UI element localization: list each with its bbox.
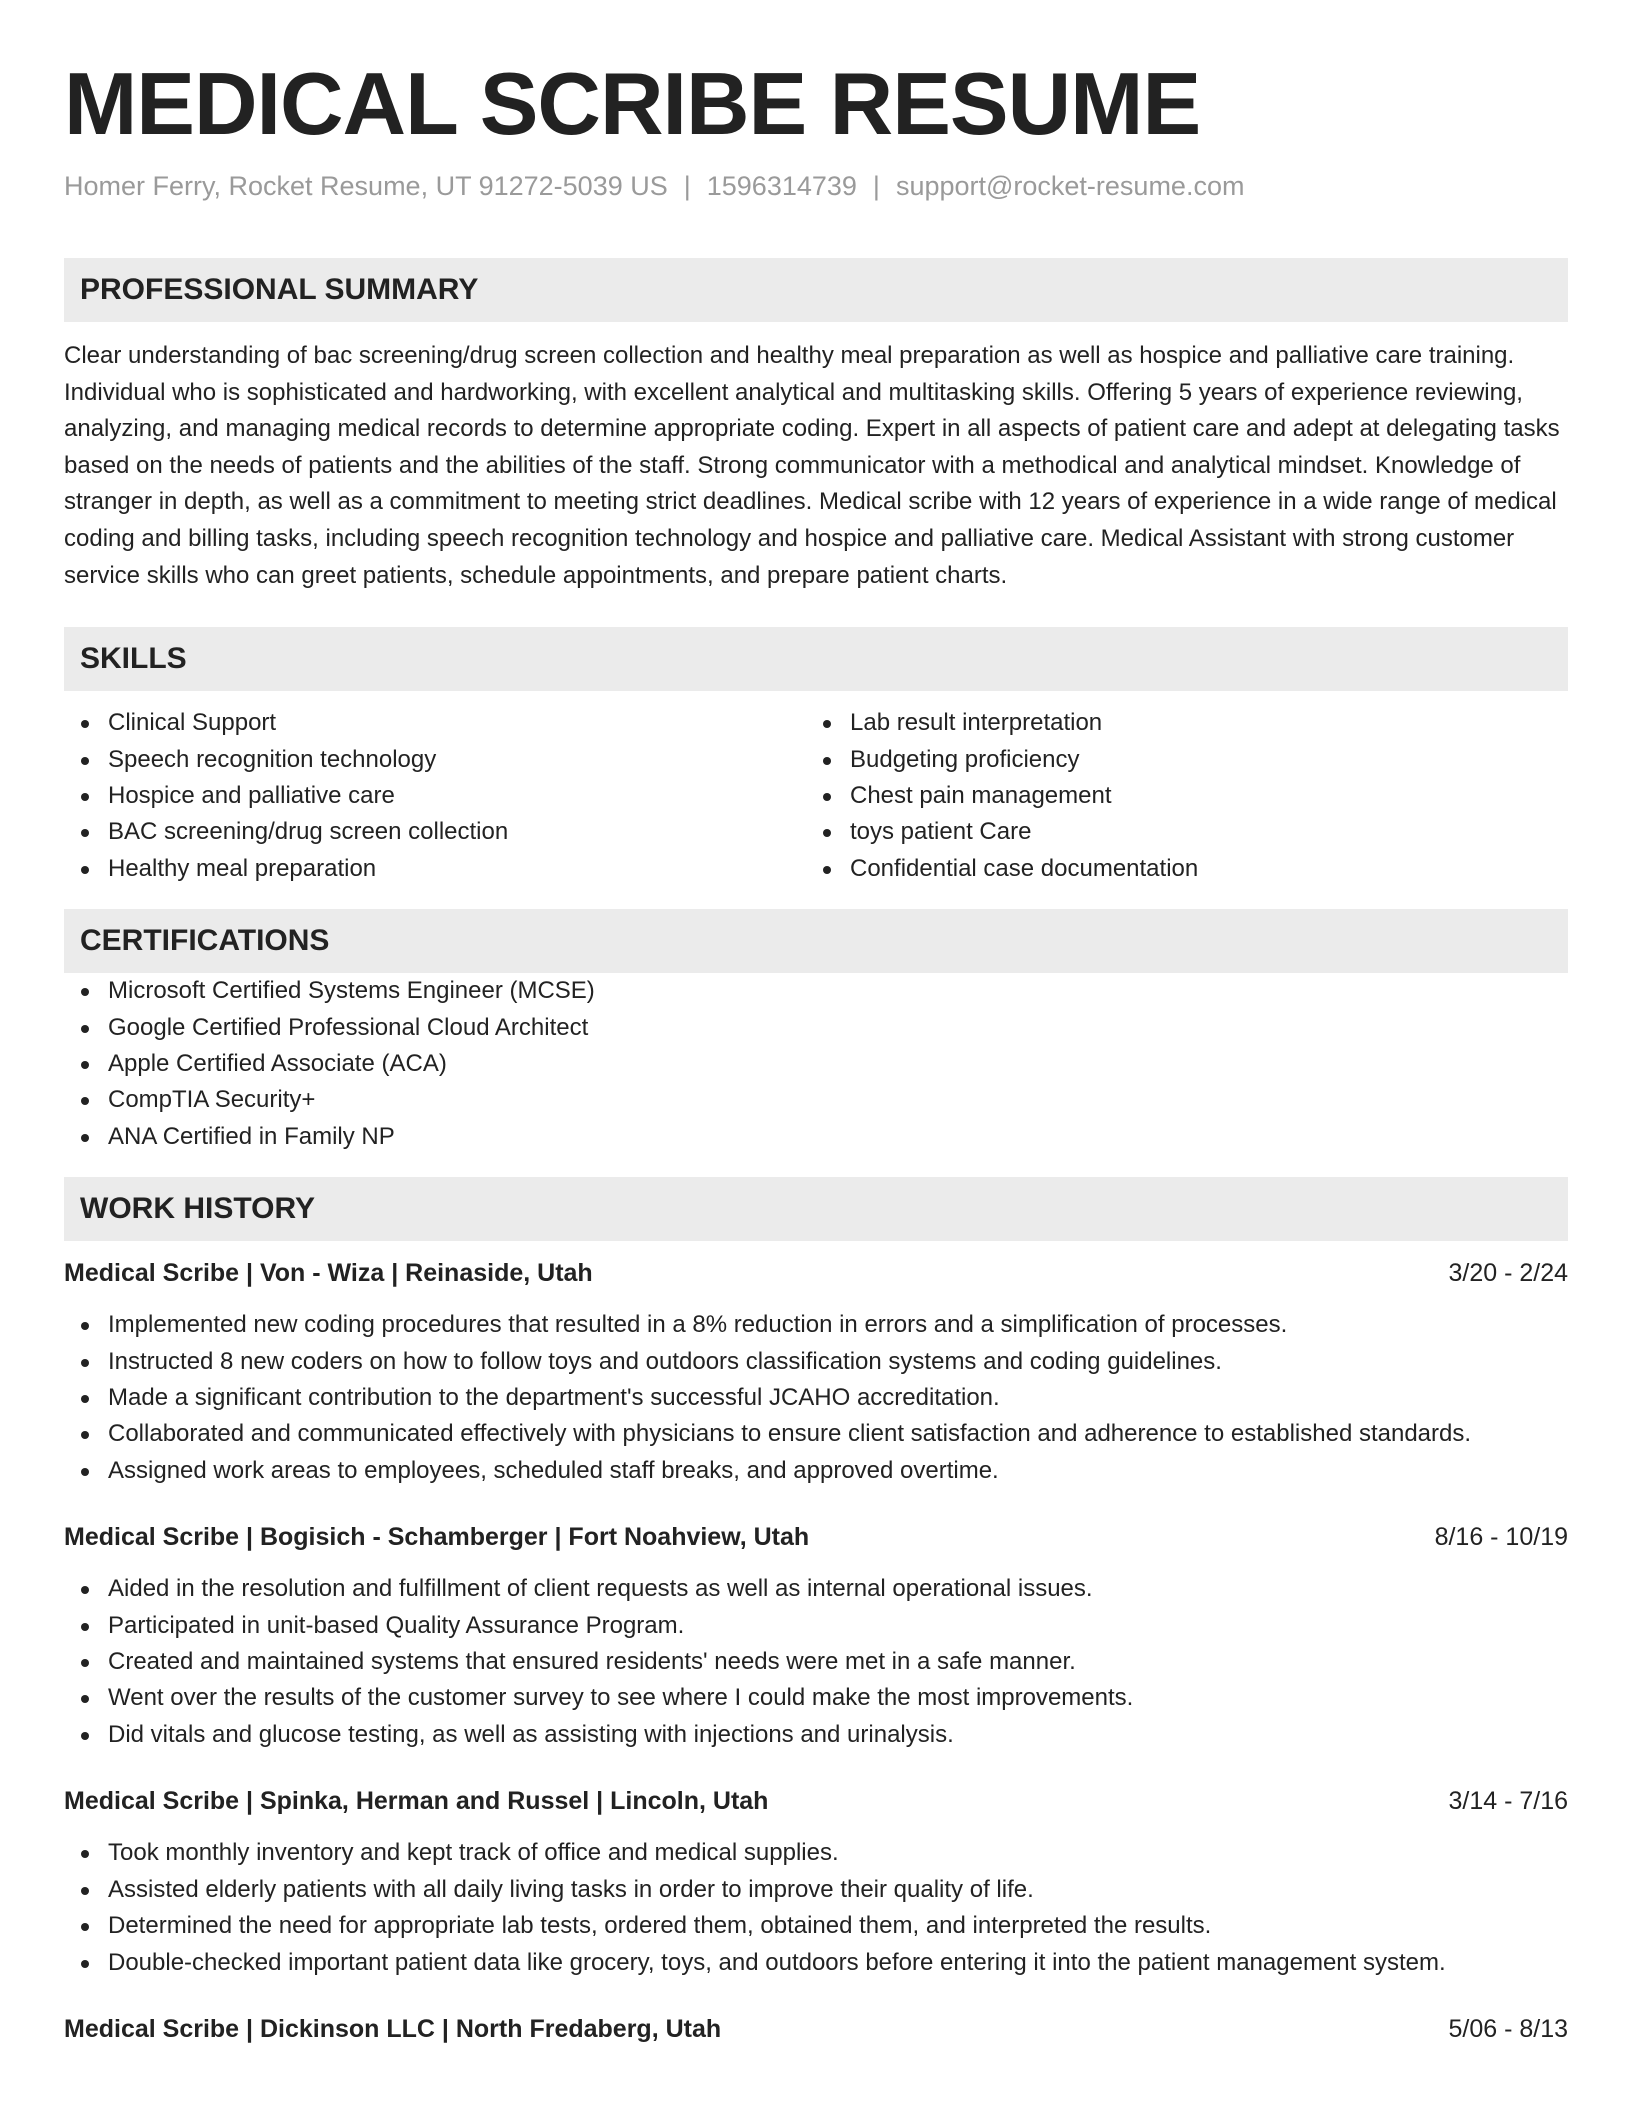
certification-item: [64, 1046, 1568, 1082]
job-dates: 8/16 - 10/19: [1434, 1523, 1568, 1552]
job-bullet-text: Participated in unit-based Quality Assurance Program.: [108, 1611, 685, 1639]
bullet-dot: [81, 1061, 89, 1069]
skills-columns: [64, 705, 1568, 887]
bullet-dot: [81, 1097, 89, 1105]
bullet-dot: [81, 1887, 89, 1895]
skills-column-right: [806, 705, 1548, 887]
job-bullet-item: [64, 1608, 1568, 1644]
bullet-dot: [81, 1695, 89, 1703]
resume-title: MEDICAL SCRIBE RESUME: [64, 54, 1201, 153]
bullet-dot: [823, 793, 831, 801]
job-bullets: [64, 1307, 1568, 1489]
section-heading-summary: PROFESSIONAL SUMMARY: [64, 258, 1568, 322]
skill-item: [64, 814, 806, 850]
job-bullet-text: Assisted elderly patients with all daily living tasks in order to improve their quality of life.: [108, 1875, 1034, 1903]
skills-column-left: [64, 705, 806, 887]
bullet-dot: [81, 720, 89, 728]
skill-item: [64, 705, 806, 741]
skill-item: [64, 778, 806, 814]
skill-item: [64, 851, 806, 887]
skill-label: Chest pain management: [850, 781, 1112, 809]
job-title: Medical Scribe | Dickinson LLC | North Fredaberg, Utah: [64, 2014, 722, 2043]
job-dates: 3/20 - 2/24: [1448, 1259, 1568, 1288]
job-bullet-item: [64, 1945, 1568, 1981]
job-header: [64, 1783, 1568, 1819]
job-header: [64, 2011, 1568, 2047]
job-bullet-text: Determined the need for appropriate lab tests, ordered them, obtained them, and interpreted the results.: [108, 1912, 1212, 1940]
job-bullet-item: [64, 1680, 1568, 1716]
job-bullet-item: [64, 1717, 1568, 1753]
job-bullet-text: Collaborated and communicated effectively with physicians to ensure client satisfaction and adherence to established standards.: [108, 1420, 1472, 1448]
bullet-dot: [81, 757, 89, 765]
job-bullet-item: [64, 1872, 1568, 1908]
skill-label: Hospice and palliative care: [108, 781, 395, 809]
job-bullet-item: [64, 1835, 1568, 1871]
job-bullet-item: [64, 1453, 1568, 1489]
job-bullet-text: Assigned work areas to employees, scheduled staff breaks, and approved overtime.: [108, 1456, 999, 1484]
bullet-dot: [81, 1322, 89, 1330]
job-bullet-item: [64, 1380, 1568, 1416]
bullet-dot: [823, 866, 831, 874]
bullet-dot: [81, 988, 89, 996]
skill-label: Lab result interpretation: [850, 709, 1103, 737]
section-heading-certifications: CERTIFICATIONS: [64, 909, 1568, 973]
job-bullet-text: Aided in the resolution and fulfillment of client requests as well as internal operational issues.: [108, 1575, 1093, 1603]
skills-list-left: [64, 705, 806, 887]
certification-label: ANA Certified in Family NP: [108, 1122, 395, 1150]
bullet-dot: [81, 1623, 89, 1631]
certification-item: [64, 1119, 1568, 1155]
skill-item: [806, 851, 1548, 887]
job-title: Medical Scribe | Von - Wiza | Reinaside, Utah: [64, 1259, 593, 1288]
certification-item: [64, 973, 1568, 1009]
section-heading-skills: SKILLS: [64, 627, 1568, 691]
job-bullet-text: Double-checked important patient data like grocery, toys, and outdoors before entering it into the patient management system.: [108, 1948, 1446, 1976]
contact-line: [64, 168, 1568, 204]
job-entry: [64, 1255, 1568, 1489]
job-bullet-text: Went over the results of the customer survey to see where I could make the most improvements.: [108, 1684, 1134, 1712]
skill-item: [64, 742, 806, 778]
job-bullet-item: [64, 1908, 1568, 1944]
job-bullet-text: Made a significant contribution to the department's successful JCAHO accreditation.: [108, 1384, 1000, 1412]
bullet-dot: [81, 1431, 89, 1439]
skill-label: Clinical Support: [108, 709, 277, 737]
skills-list-right: [806, 705, 1548, 887]
job-entry: [64, 1783, 1568, 1981]
bullet-dot: [81, 1850, 89, 1858]
bullet-dot: [81, 1025, 89, 1033]
job-bullet-item: [64, 1416, 1568, 1452]
job-bullet-text: Instructed 8 new coders on how to follow toys and outdoors classification systems and coding guidelines.: [108, 1347, 1222, 1375]
job-bullet-text: Created and maintained systems that ensured residents' needs were met in a safe manner.: [108, 1648, 1076, 1676]
resume-page: [64, 56, 1568, 2047]
job-entry: [64, 1519, 1568, 1753]
bullet-dot: [81, 1960, 89, 1968]
certification-label: Apple Certified Associate (ACA): [108, 1050, 447, 1077]
bullet-dot: [81, 1659, 89, 1667]
certifications-list: [64, 973, 1568, 1155]
job-bullet-item: [64, 1307, 1568, 1343]
bullet-dot: [81, 1923, 89, 1931]
bullet-dot: [81, 1732, 89, 1740]
bullet-dot: [823, 757, 831, 765]
skill-label: toys patient Care: [850, 818, 1032, 846]
certification-label: Google Certified Professional Cloud Architect: [108, 1013, 589, 1041]
job-header: [64, 1255, 1568, 1291]
job-dates: 5/06 - 8/13: [1448, 2014, 1568, 2043]
job-bullets: [64, 1835, 1568, 1981]
bullet-dot: [81, 1468, 89, 1476]
skill-label: BAC screening/drug screen collection: [108, 818, 509, 846]
job-header: [64, 1519, 1568, 1555]
skill-item: [806, 742, 1548, 778]
job-bullet-item: [64, 1644, 1568, 1680]
certification-item: [64, 1010, 1568, 1046]
section-heading-work-history: WORK HISTORY: [64, 1177, 1568, 1241]
bullet-dot: [81, 1586, 89, 1594]
bullet-dot: [81, 866, 89, 874]
contact-email: support@rocket-resume.com: [895, 171, 1245, 201]
job-title: Medical Scribe | Bogisich - Schamberger | Fort Noahview, Utah: [64, 1523, 810, 1552]
job-entry: [64, 2011, 1568, 2047]
bullet-dot: [823, 720, 831, 728]
bullet-dot: [81, 829, 89, 837]
job-bullet-text: Implemented new coding procedures that resulted in a 8% reduction in errors and a simplification of processes.: [108, 1311, 1288, 1339]
skill-label: Healthy meal preparation: [108, 854, 377, 882]
bullet-dot: [81, 793, 89, 801]
job-bullet-text: Did vitals and glucose testing, as well as assisting with injections and urinalysis.: [108, 1720, 954, 1748]
certification-item: [64, 1082, 1568, 1118]
job-dates: 3/14 - 7/16: [1448, 1787, 1568, 1816]
job-bullets: [64, 1571, 1568, 1753]
skill-label: Speech recognition technology: [108, 745, 437, 773]
job-bullet-text: Took monthly inventory and kept track of office and medical supplies.: [108, 1839, 839, 1867]
skill-item: [806, 705, 1548, 741]
contact-separator: |: [872, 171, 880, 201]
bullet-dot: [81, 1359, 89, 1367]
skill-label: Budgeting proficiency: [850, 745, 1080, 773]
skill-item: [806, 778, 1548, 814]
bullet-dot: [81, 1395, 89, 1403]
skill-label: Confidential case documentation: [850, 854, 1199, 882]
summary-text: Clear understanding of bac screening/drug screen collection and healthy meal preparation as well as hospice and palliative care training. Individual who is sophisticated and hardworking, with excellent analytical and multitasking skills. Offering 5 years of experience reviewing, analyzing, and managing medical records to determine appropriate coding. Expert in all aspects of patient care and adept at delegating tasks based on the needs of patients and the abilities of the staff. Strong communicator with a methodical and analytical mindset. Knowledge of stranger in depth, as well as a commitment to meeting strict deadlines. Medical scribe with 12 years of experience in a wide range of medical coding and billing tasks, including speech recognition technology and hospice and palliative care. Medical Assistant with strong customer service skills who can greet patients, schedule appointments, and prepare patient charts.: [64, 342, 1560, 589]
contact-phone: 1596314739: [706, 171, 857, 201]
bullet-dot: [823, 829, 831, 837]
certification-label: CompTIA Security+: [108, 1086, 316, 1114]
job-title: Medical Scribe | Spinka, Herman and Russel | Lincoln, Utah: [64, 1787, 769, 1816]
contact-separator: |: [683, 171, 691, 201]
bullet-dot: [81, 1134, 89, 1142]
certification-label: Microsoft Certified Systems Engineer (MCSE): [108, 977, 595, 1005]
skill-item: [806, 814, 1548, 850]
job-bullet-item: [64, 1344, 1568, 1380]
job-bullet-item: [64, 1571, 1568, 1607]
contact-address: Homer Ferry, Rocket Resume, UT 91272-5039 US: [64, 171, 668, 201]
